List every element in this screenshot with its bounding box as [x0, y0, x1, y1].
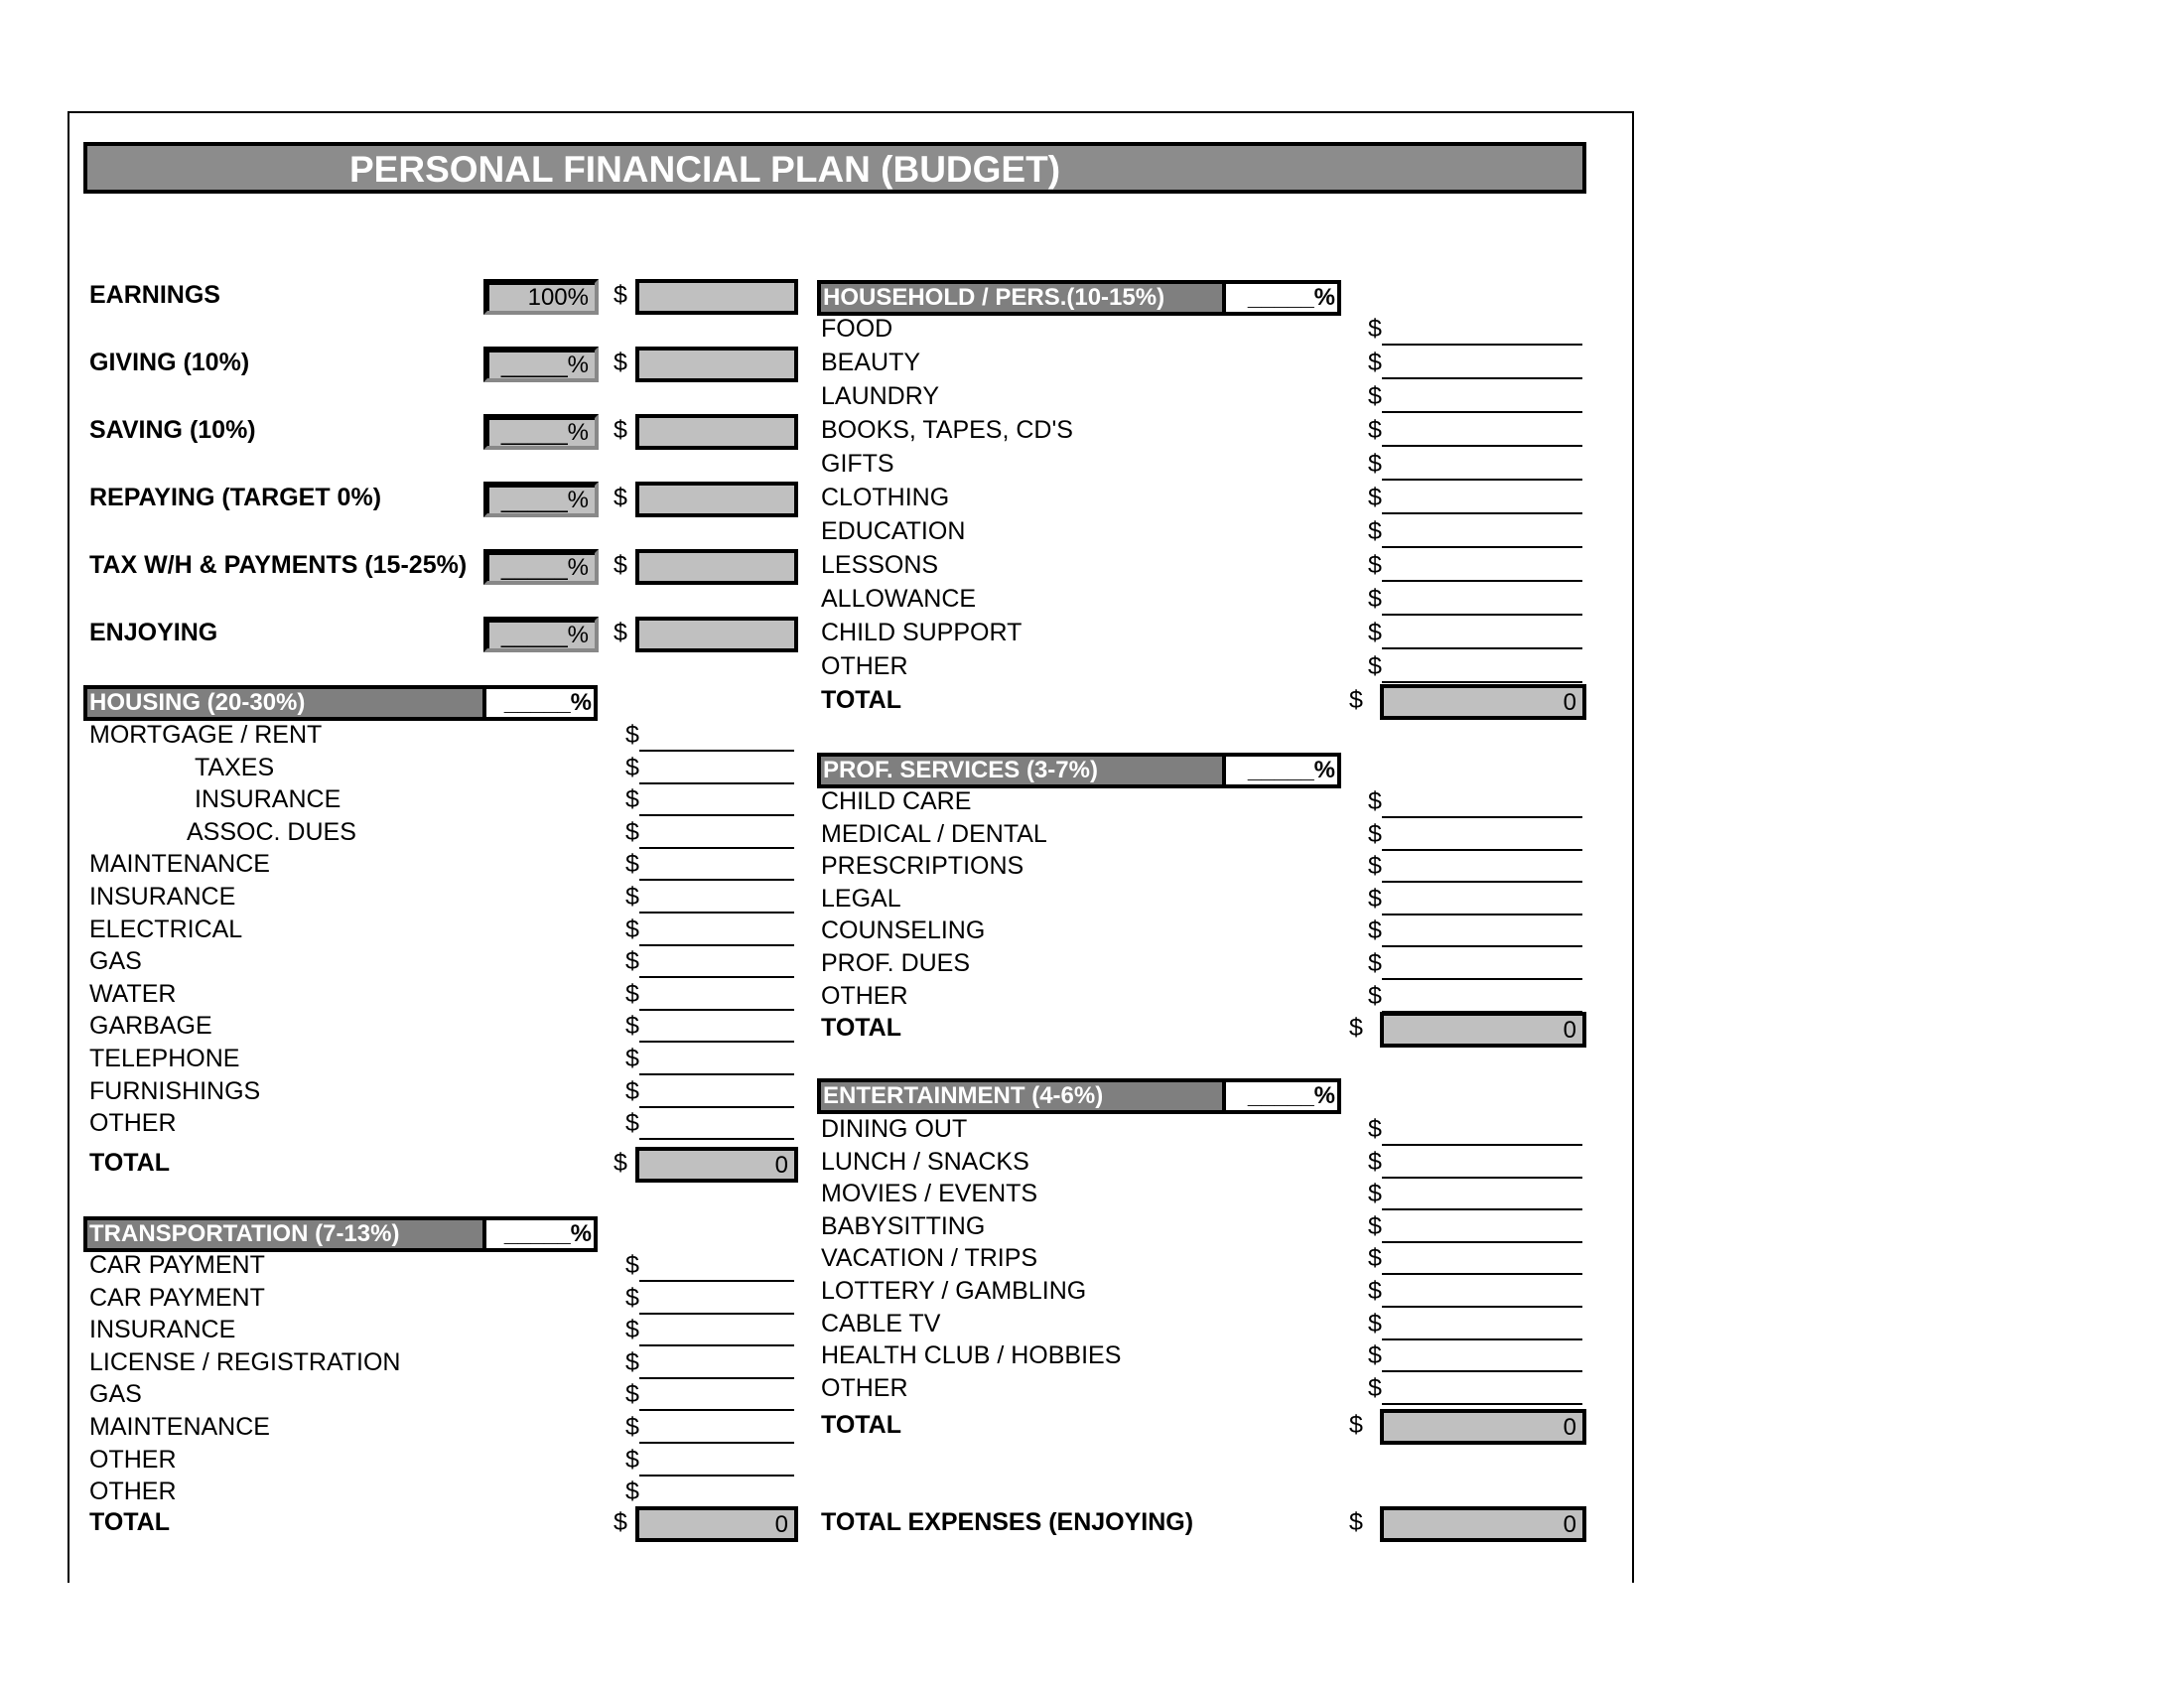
entertainment-header — [817, 1078, 1341, 1114]
line-item-currency: $ — [1368, 382, 1382, 410]
line-item-amount-field[interactable] — [1382, 1311, 1582, 1340]
line-item-label: CAR PAYMENT — [89, 1251, 265, 1279]
total-currency: $ — [614, 1149, 627, 1177]
line-item-currency: $ — [1368, 1277, 1382, 1305]
line-item-amount-field[interactable] — [1382, 1181, 1582, 1210]
line-item-currency: $ — [1368, 1373, 1382, 1402]
line-item-currency: $ — [625, 1413, 639, 1441]
line-item-label: CAR PAYMENT — [89, 1283, 265, 1312]
prof-services-header — [817, 753, 1341, 788]
line-item-label: OTHER — [89, 1109, 177, 1138]
line-item-currency: $ — [1368, 652, 1382, 680]
allocation-currency: $ — [614, 551, 627, 579]
household-percent-field[interactable]: _____% — [1222, 280, 1341, 316]
allocation-percent-field-text: _____% — [500, 622, 589, 648]
line-item-currency: $ — [1368, 1211, 1382, 1240]
allocation-percent-field-text: 100% — [527, 284, 589, 311]
line-item-currency: $ — [625, 817, 639, 846]
transportation-header — [83, 1216, 598, 1252]
line-item-currency: $ — [625, 721, 639, 749]
total-expenses-value: 0 — [1380, 1506, 1586, 1542]
line-item-amount-field[interactable] — [639, 1317, 794, 1346]
line-item-currency: $ — [1368, 819, 1382, 848]
line-item-amount-field[interactable] — [639, 786, 794, 816]
allocation-percent-field-text: _____% — [500, 352, 589, 378]
line-item-amount-field[interactable] — [1382, 586, 1582, 616]
housing-header-label: HOUSING (20-30%) — [89, 689, 306, 716]
line-item-currency: $ — [1368, 1309, 1382, 1337]
line-item-label: DINING OUT — [821, 1115, 968, 1143]
total-value — [635, 1147, 798, 1183]
allocation-label: TAX W/H & PAYMENTS (15-25%) — [89, 551, 468, 579]
total-value-text: 0 — [1563, 689, 1576, 716]
line-item-currency: $ — [625, 1076, 639, 1105]
line-item-currency: $ — [1368, 1341, 1382, 1370]
line-item-currency: $ — [625, 1109, 639, 1138]
line-item-label: FURNISHINGS — [89, 1076, 261, 1105]
allocation-percent-field[interactable] — [483, 617, 599, 652]
line-item-label: MEDICAL / DENTAL — [821, 819, 1047, 848]
line-item-amount-field[interactable] — [639, 1414, 794, 1444]
allocation-amount-field[interactable] — [635, 347, 798, 382]
line-item-amount-field[interactable] — [1382, 1278, 1582, 1308]
line-item-currency: $ — [625, 947, 639, 976]
line-item-label: INSURANCE — [89, 883, 236, 911]
line-item-label: GAS — [89, 947, 142, 976]
line-item-amount-field[interactable] — [639, 819, 794, 849]
line-item-label: INSURANCE — [89, 1316, 236, 1344]
line-item-currency: $ — [625, 785, 639, 814]
line-item-currency: $ — [1368, 1147, 1382, 1176]
line-item-amount-field[interactable] — [1382, 383, 1582, 413]
allocation-percent-field[interactable] — [483, 279, 599, 315]
line-item-label: MORTGAGE / RENT — [89, 721, 323, 749]
line-item-label: GIFTS — [821, 450, 894, 478]
line-item-label: COUNSELING — [821, 916, 986, 945]
prof-services-percent-field[interactable]: _____% — [1222, 753, 1341, 788]
allocation-currency: $ — [614, 281, 627, 309]
line-item-label: LICENSE / REGISTRATION — [89, 1347, 401, 1376]
line-item-label: ALLOWANCE — [821, 585, 977, 613]
line-item-currency: $ — [1368, 450, 1382, 478]
line-item-currency: $ — [625, 883, 639, 911]
line-item-currency: $ — [1368, 916, 1382, 945]
line-item-label: MAINTENANCE — [89, 850, 270, 879]
line-item-amount-field[interactable] — [1382, 552, 1582, 582]
total-value — [1380, 684, 1586, 720]
line-item-currency: $ — [625, 1316, 639, 1344]
allocation-percent-field-text: _____% — [500, 554, 589, 581]
line-item-amount-field[interactable] — [639, 1285, 794, 1315]
line-item-currency: $ — [1368, 551, 1382, 579]
allocation-label: REPAYING (TARGET 0%) — [89, 484, 382, 511]
line-item-amount-field[interactable] — [1382, 653, 1582, 683]
line-item-label: ASSOC. DUES — [187, 817, 356, 846]
line-item-currency: $ — [625, 1445, 639, 1474]
line-item-label: LOTTERY / GAMBLING — [821, 1277, 1087, 1305]
line-item-label: BOOKS, TAPES, CD'S — [821, 416, 1073, 444]
allocation-percent-field[interactable] — [483, 549, 599, 585]
line-item-currency: $ — [1368, 349, 1382, 376]
line-item-amount-field[interactable] — [639, 948, 794, 978]
line-item-label: LESSONS — [821, 551, 939, 579]
prof-services-header-label: PROF. SERVICES (3-7%) — [823, 757, 1098, 783]
line-item-currency: $ — [1368, 787, 1382, 815]
line-item-label: ELECTRICAL — [89, 914, 243, 943]
line-item-label: OTHER — [821, 652, 908, 680]
line-item-amount-field[interactable] — [639, 916, 794, 946]
total-expenses-currency: $ — [1349, 1508, 1363, 1536]
line-item-currency: $ — [625, 979, 639, 1008]
total-value — [635, 1506, 798, 1542]
line-item-currency: $ — [1368, 416, 1382, 444]
line-item-label: TELEPHONE — [89, 1045, 240, 1072]
line-item-label: LAUNDRY — [821, 382, 940, 410]
line-item-amount-field[interactable] — [1382, 518, 1582, 548]
line-item-amount-field[interactable] — [639, 851, 794, 881]
total-expenses-label: TOTAL EXPENSES (ENJOYING) — [821, 1508, 1194, 1536]
line-item-currency: $ — [625, 1045, 639, 1072]
line-item-label: OTHER — [89, 1445, 177, 1474]
line-item-currency: $ — [1368, 884, 1382, 913]
total-label: TOTAL — [821, 1411, 902, 1439]
allocation-amount-field[interactable] — [635, 549, 798, 585]
total-currency: $ — [1349, 1014, 1363, 1042]
line-item-amount-field[interactable] — [639, 1478, 794, 1508]
line-item-amount-field[interactable] — [639, 1078, 794, 1108]
allocation-label: EARNINGS — [89, 281, 220, 309]
allocation-label: GIVING (10%) — [89, 349, 250, 376]
line-item-amount-field[interactable] — [1382, 417, 1582, 447]
line-item-amount-field[interactable] — [1382, 886, 1582, 915]
line-item-currency: $ — [625, 914, 639, 943]
allocation-amount-field[interactable] — [635, 279, 798, 315]
line-item-label: OTHER — [821, 1373, 908, 1402]
line-item-amount-field[interactable] — [1382, 350, 1582, 379]
allocation-currency: $ — [614, 619, 627, 646]
line-item-amount-field[interactable] — [639, 981, 794, 1011]
line-item-currency: $ — [625, 1251, 639, 1279]
line-item-amount-field[interactable] — [639, 755, 794, 784]
total-value — [1380, 1409, 1586, 1445]
allocation-currency: $ — [614, 484, 627, 511]
line-item-amount-field[interactable] — [639, 1013, 794, 1043]
total-value-text: 0 — [774, 1152, 788, 1179]
line-item-currency: $ — [1368, 484, 1382, 511]
line-item-currency: $ — [1368, 1180, 1382, 1208]
line-item-amount-field[interactable] — [1382, 821, 1582, 851]
line-item-amount-field[interactable] — [639, 1110, 794, 1140]
transportation-header-label: TRANSPORTATION (7-13%) — [89, 1220, 400, 1247]
line-item-amount-field[interactable] — [1382, 1375, 1582, 1405]
line-item-currency: $ — [1368, 517, 1382, 545]
line-item-currency: $ — [1368, 981, 1382, 1010]
total-value-text: 0 — [1563, 1017, 1576, 1044]
line-item-label: WATER — [89, 979, 177, 1008]
line-item-amount-field[interactable] — [1382, 788, 1582, 818]
line-item-label: CHILD SUPPORT — [821, 619, 1023, 646]
entertainment-header-label: ENTERTAINMENT (4-6%) — [823, 1082, 1104, 1109]
line-item-amount-field[interactable] — [1382, 316, 1582, 346]
allocation-amount-field[interactable] — [635, 617, 798, 652]
line-item-amount-field[interactable] — [1382, 1149, 1582, 1179]
total-label: TOTAL — [89, 1508, 171, 1536]
line-item-label: LUNCH / SNACKS — [821, 1147, 1029, 1176]
total-label: TOTAL — [821, 686, 902, 714]
total-value — [1380, 1012, 1586, 1048]
allocation-amount-field[interactable] — [635, 482, 798, 517]
allocation-label: ENJOYING — [89, 619, 218, 646]
line-item-currency: $ — [625, 850, 639, 879]
allocation-percent-field-text: _____% — [500, 419, 589, 446]
allocation-currency: $ — [614, 349, 627, 376]
line-item-amount-field[interactable] — [1382, 620, 1582, 649]
line-item-label: OTHER — [821, 981, 908, 1010]
line-item-currency: $ — [1368, 585, 1382, 613]
title-bar — [83, 142, 1586, 194]
housing-header — [83, 685, 598, 721]
allocation-percent-field[interactable] — [483, 347, 599, 382]
line-item-label: GARBAGE — [89, 1012, 212, 1041]
total-currency: $ — [1349, 1411, 1363, 1439]
total-value-text: 0 — [774, 1511, 788, 1538]
line-item-amount-field[interactable] — [1382, 1245, 1582, 1275]
line-item-label: BEAUTY — [821, 349, 921, 376]
line-item-amount-field[interactable] — [1382, 1116, 1582, 1146]
household-header — [817, 280, 1341, 316]
allocation-percent-field[interactable] — [483, 414, 599, 450]
line-item-label: CHILD CARE — [821, 787, 972, 815]
line-item-label: MOVIES / EVENTS — [821, 1180, 1038, 1208]
line-item-amount-field[interactable] — [639, 722, 794, 752]
line-item-label: CLOTHING — [821, 484, 950, 511]
household-header-label: HOUSEHOLD / PERS.(10-15%) — [823, 284, 1165, 311]
total-label: TOTAL — [89, 1149, 171, 1177]
line-item-amount-field[interactable] — [639, 1252, 794, 1282]
line-item-amount-field[interactable] — [639, 1447, 794, 1477]
line-item-amount-field[interactable] — [1382, 950, 1582, 980]
line-item-amount-field[interactable] — [639, 1381, 794, 1411]
line-item-amount-field[interactable] — [1382, 983, 1582, 1013]
line-item-amount-field[interactable] — [1382, 451, 1582, 481]
transportation-percent-field[interactable]: _____% — [482, 1216, 598, 1252]
line-item-amount-field[interactable] — [639, 884, 794, 914]
allocation-amount-field[interactable] — [635, 414, 798, 450]
line-item-currency: $ — [1368, 315, 1382, 343]
line-item-currency: $ — [625, 1347, 639, 1376]
line-item-amount-field[interactable] — [1382, 853, 1582, 883]
housing-percent-field[interactable]: _____% — [482, 685, 598, 721]
line-item-amount-field[interactable] — [1382, 485, 1582, 514]
line-item-currency: $ — [625, 1283, 639, 1312]
line-item-currency: $ — [1368, 1115, 1382, 1143]
total-currency: $ — [614, 1508, 627, 1536]
line-item-label: PROF. DUES — [821, 949, 971, 977]
line-item-label: MAINTENANCE — [89, 1413, 270, 1441]
allocation-percent-field-text: _____% — [500, 487, 589, 513]
line-item-label: CABLE TV — [821, 1309, 941, 1337]
line-item-currency: $ — [1368, 619, 1382, 646]
line-item-label: GAS — [89, 1380, 142, 1409]
line-item-label: INSURANCE — [195, 785, 341, 814]
line-item-label: LEGAL — [821, 884, 901, 913]
allocation-currency: $ — [614, 416, 627, 444]
total-label: TOTAL — [821, 1014, 902, 1042]
total-currency: $ — [1349, 686, 1363, 714]
line-item-amount-field[interactable] — [1382, 1213, 1582, 1243]
line-item-amount-field[interactable] — [639, 1349, 794, 1379]
line-item-currency: $ — [1368, 1244, 1382, 1273]
line-item-currency: $ — [625, 1012, 639, 1041]
line-item-label: OTHER — [89, 1477, 177, 1506]
entertainment-percent-field[interactable]: _____% — [1222, 1078, 1341, 1114]
line-item-label: EDUCATION — [821, 517, 966, 545]
line-item-currency: $ — [1368, 949, 1382, 977]
line-item-currency: $ — [625, 1477, 639, 1506]
line-item-label: PRESCRIPTIONS — [821, 852, 1024, 881]
allocation-label: SAVING (10%) — [89, 416, 256, 444]
line-item-label: FOOD — [821, 315, 893, 343]
line-item-label: BABYSITTING — [821, 1211, 986, 1240]
line-item-amount-field[interactable] — [1382, 917, 1582, 947]
line-item-label: VACATION / TRIPS — [821, 1244, 1038, 1273]
page-title: PERSONAL FINANCIAL PLAN (BUDGET) — [349, 149, 1061, 190]
line-item-amount-field[interactable] — [1382, 1342, 1582, 1372]
line-item-label: TAXES — [195, 753, 275, 781]
total-value-text: 0 — [1563, 1414, 1576, 1441]
allocation-percent-field[interactable] — [483, 482, 599, 517]
line-item-amount-field[interactable] — [639, 1046, 794, 1075]
line-item-currency: $ — [1368, 852, 1382, 881]
line-item-currency: $ — [625, 1380, 639, 1409]
line-item-label: HEALTH CLUB / HOBBIES — [821, 1341, 1122, 1370]
line-item-currency: $ — [625, 753, 639, 781]
